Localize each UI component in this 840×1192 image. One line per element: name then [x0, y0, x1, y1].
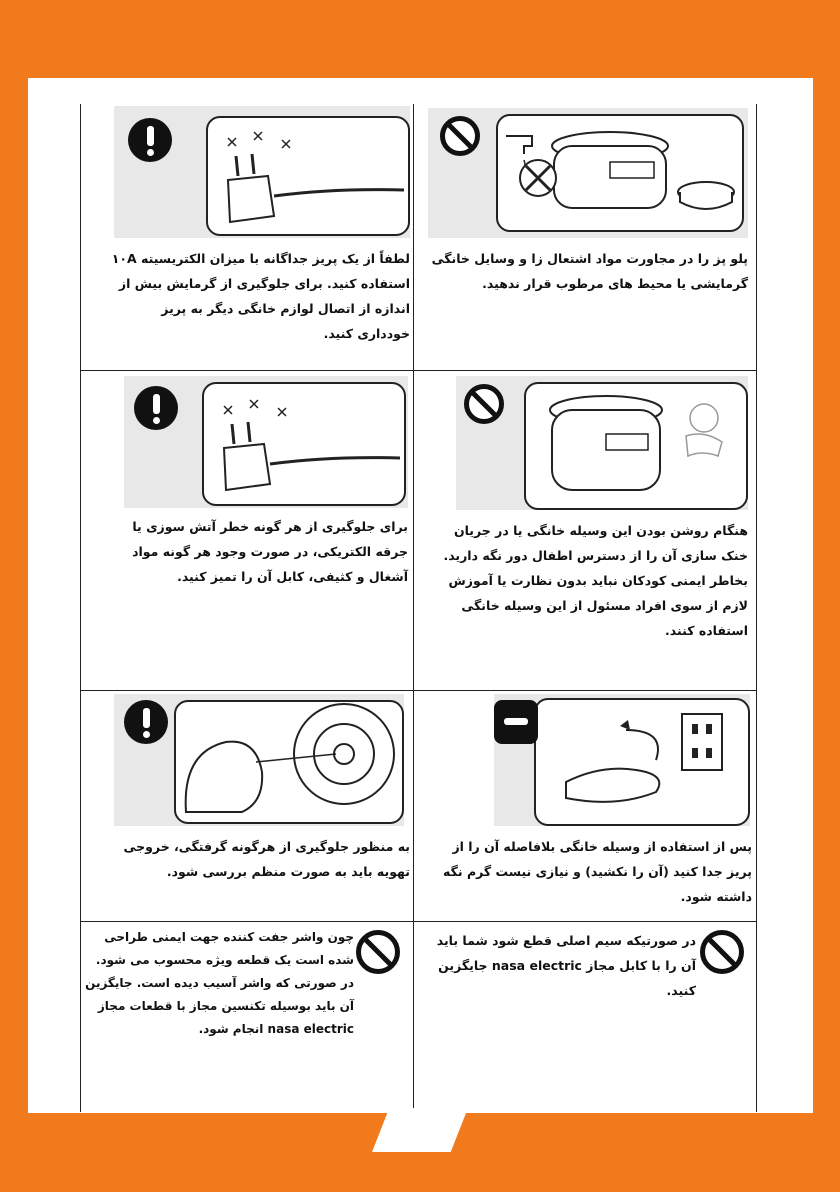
illustration-child-cooker: [456, 376, 748, 510]
illustration-unplug: [494, 694, 750, 826]
warning-icon: [128, 118, 172, 162]
illustration-vent-check: [114, 694, 404, 826]
warning-icon: [134, 386, 178, 430]
illustration-frame: [534, 698, 750, 826]
safety-text: در صورتیکه سیم اصلی قطع شود شما باید آن را با کابل مجاز nasa electric جایگزین کنید.: [436, 933, 696, 998]
illustration-plug-sparks: [124, 376, 408, 508]
safety-text: هنگام روشن بودن این وسیله خانگی یا در جریان خنک سازی آن را از دسترس اطفال دور نگه دارید. بخاطر ایمنی کودکان نباید بدون نظارت یا آموزش لازم از سوی افراد مسئول از این وسیله خانگی استفاده کنند.: [443, 523, 748, 638]
unplug-icon: [494, 700, 538, 744]
no-icon: [700, 930, 744, 974]
no-icon: [464, 384, 504, 424]
unplug-drawing: [536, 700, 748, 824]
right-border: [756, 104, 757, 1112]
no-icon: [440, 116, 480, 156]
no-icon: [356, 930, 400, 974]
plug-drawing: [204, 384, 404, 504]
illustration-frame: [496, 114, 744, 232]
manual-page: [28, 78, 813, 1113]
illustration-frame: [206, 116, 410, 236]
row-divider-2: [80, 690, 757, 691]
warning-icon: [124, 700, 168, 744]
safety-text: چون واشر جفت کننده جهت ایمنی طراحی شده است یک قطعه ویژه محسوب می شود. در صورتی که واشر آسیب دیده است. جایگزین آن باید بوسیله تکنسین مجاز با قطعات مجاز nasa electric انجام شود.: [85, 930, 354, 1036]
illustration-frame: [202, 382, 406, 506]
column-divider: [413, 104, 414, 1112]
safety-text: پس از استفاده از وسیله خانگی بلافاصله آن را از پریز جدا کنید (آن را نکشید) و نیازی نیست گرم نگه داشته شود.: [443, 839, 752, 904]
vent-drawing: [176, 702, 402, 822]
cooker-water-drawing: [498, 116, 742, 230]
illustration-cooker-hazards: [428, 108, 748, 238]
plug-drawing: [208, 118, 408, 234]
illustration-plug-sparks: [114, 106, 410, 238]
safety-text: برای جلوگیری از هر گونه خطر آتش سوزی یا جرقه الکتریکی، در صورت وجود هر گونه مواد آشغال و کثیفی، کابل آن را تمیز کنید.: [132, 519, 408, 584]
row-divider-3: [80, 921, 757, 922]
page-tab: [372, 1108, 468, 1152]
safety-text: پلو پز را در مجاورت مواد اشتعال زا و وسایل خانگی گرمایشی یا محیط های مرطوب قرار ندهید.: [431, 251, 748, 291]
left-border: [80, 104, 81, 1112]
safety-text: لطفاً از یک پریز جداگانه با میزان الکتریسیته ۱۰A استفاده کنید. برای جلوگیری از گرمایش بیش از اندازه از اتصال لوازم خانگی دیگر به پریز خودداری کنید.: [111, 251, 410, 341]
cooker-child-drawing: [526, 384, 746, 508]
row-divider-1: [80, 370, 757, 371]
illustration-frame: [174, 700, 404, 824]
illustration-frame: [524, 382, 748, 510]
safety-text: به منظور جلوگیری از هرگونه گرفتگی، خروجی تهویه باید به صورت منظم بررسی شود.: [123, 839, 410, 879]
